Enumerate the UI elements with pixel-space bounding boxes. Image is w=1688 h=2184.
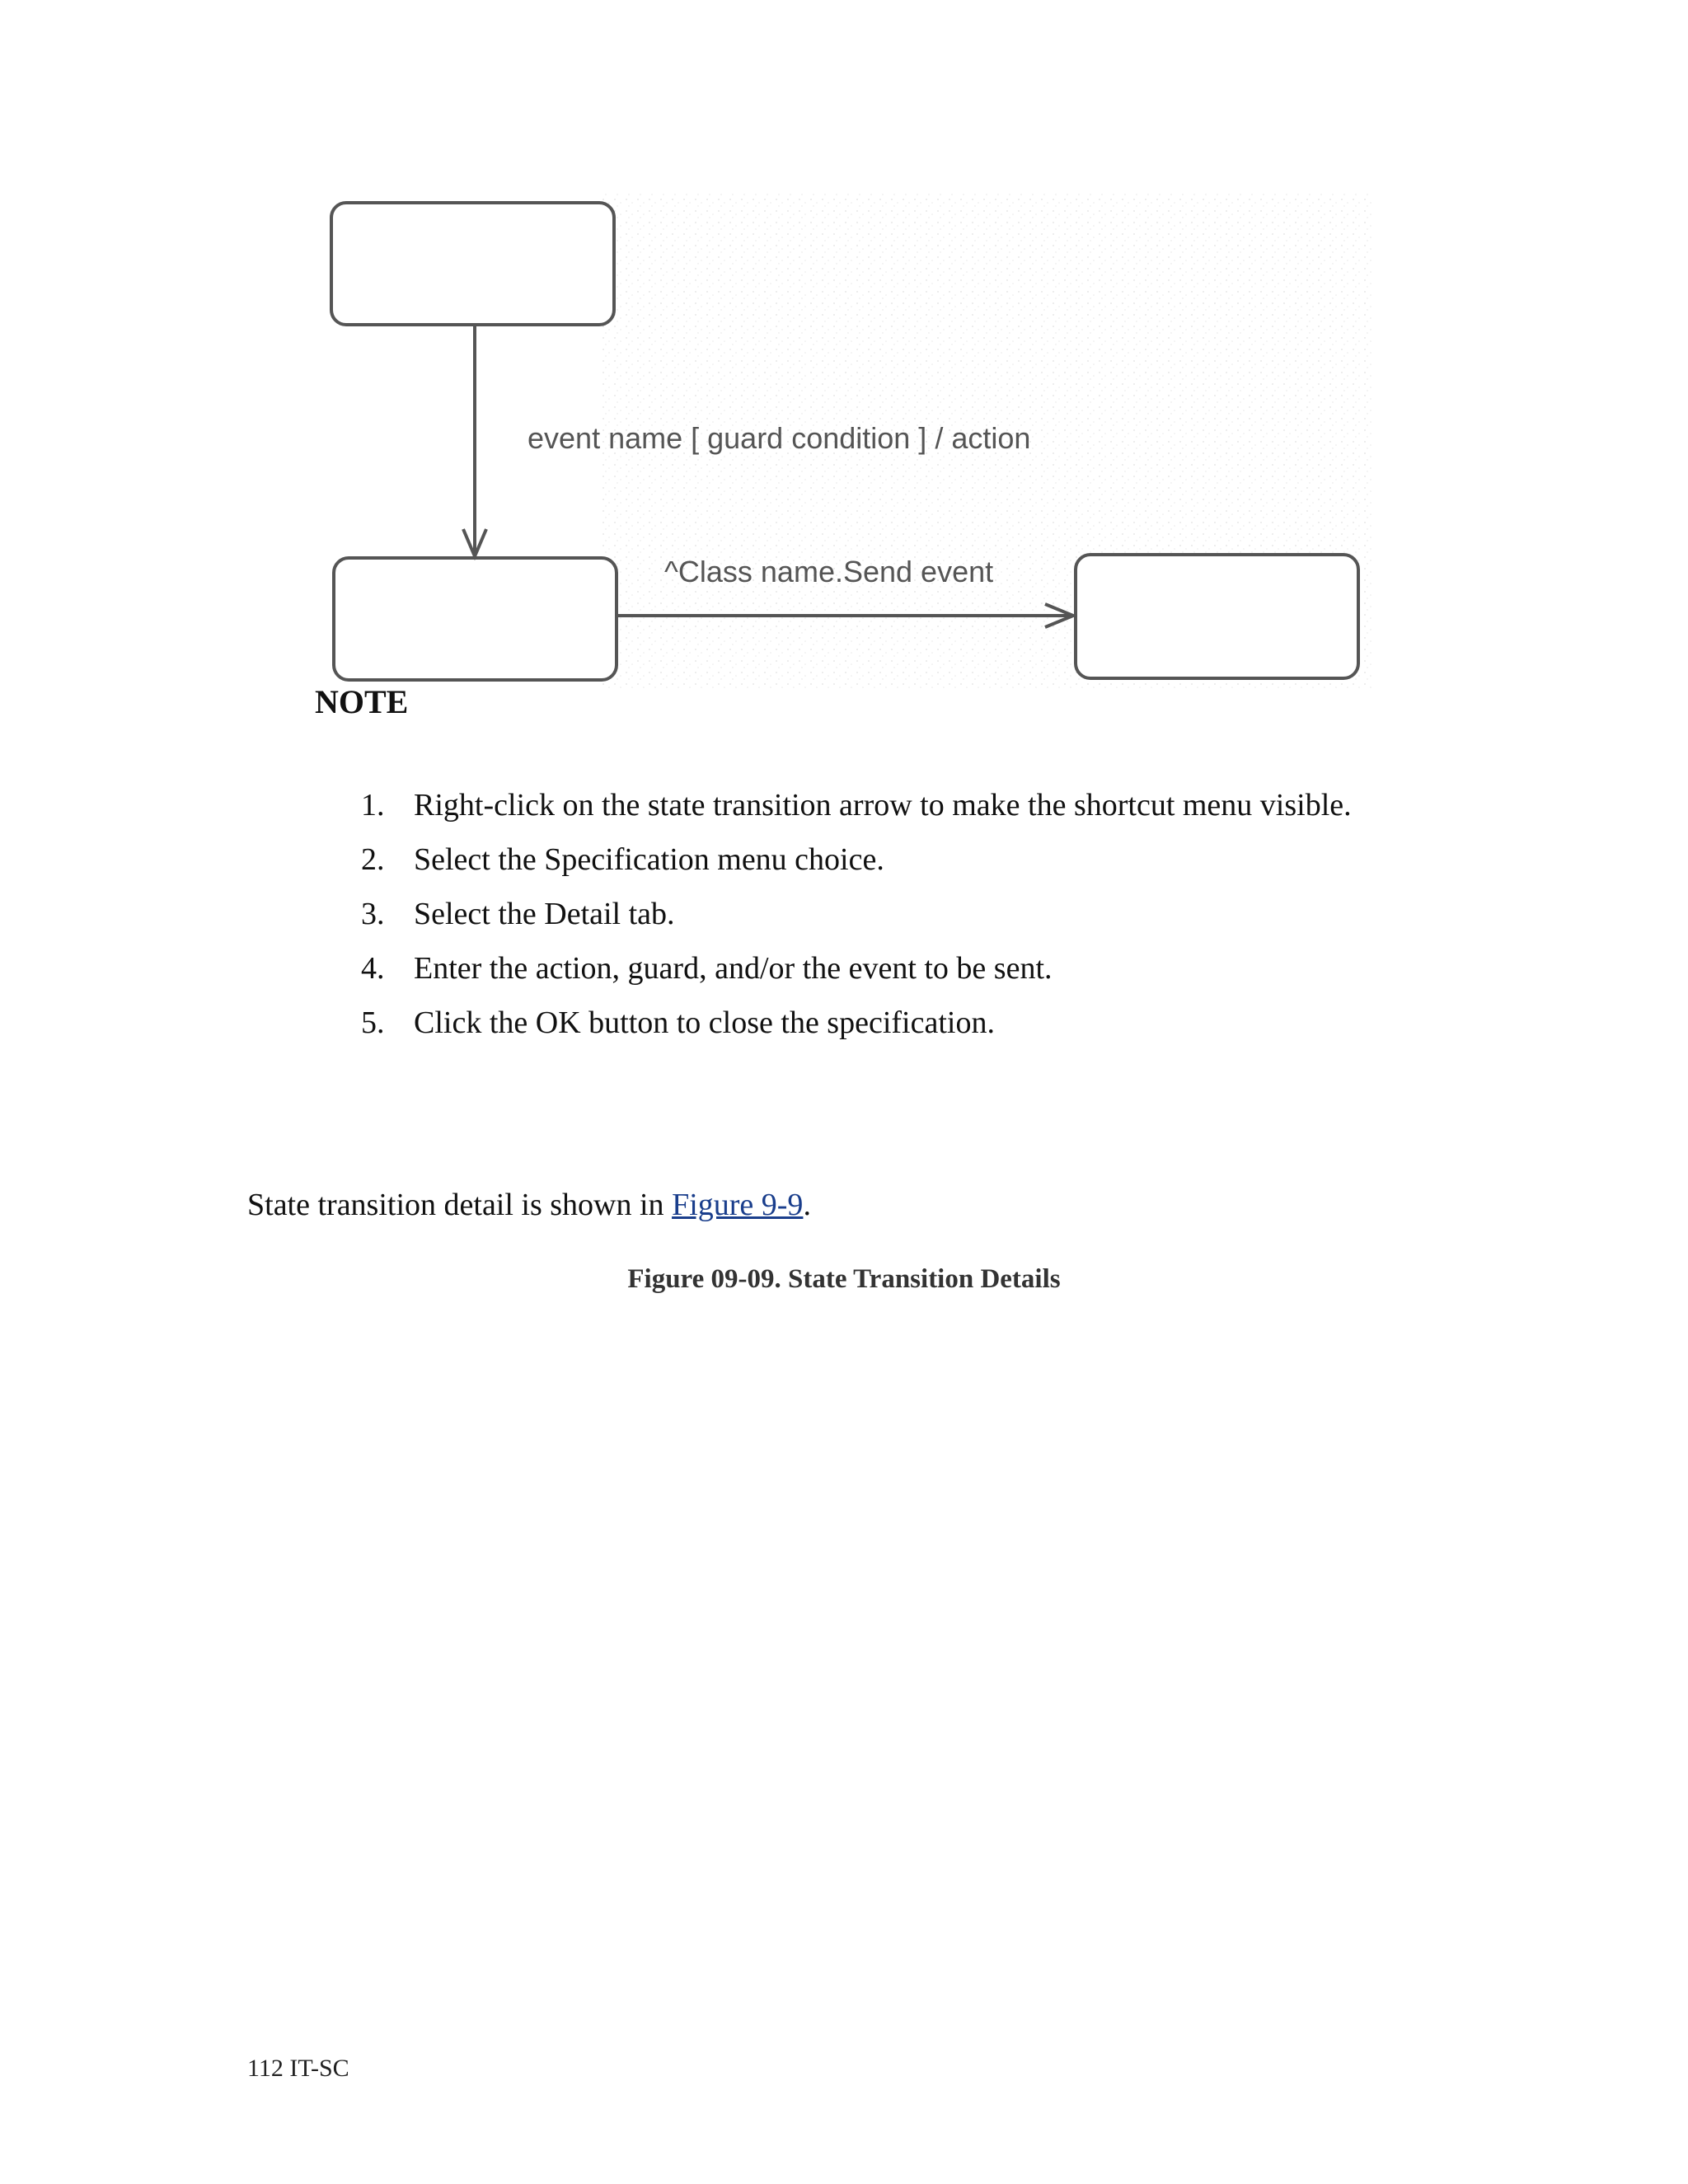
state-box-target (334, 558, 617, 680)
list-item (361, 950, 1375, 987)
step-text: Select the Detail tab. (414, 897, 675, 931)
figure-caption: Figure 09-09. State Transition Details (627, 1264, 1061, 1294)
intro-prefix: State transition detail is shown in (247, 1188, 673, 1222)
step-text: Enter the action, guard, and/or the event to be sent. (414, 951, 1053, 986)
transition-label: event name [ guard condition ] / action (528, 421, 1031, 455)
step-number: 5. (361, 1005, 385, 1040)
list-item (361, 787, 1375, 824)
note-heading: NOTE (315, 683, 409, 720)
state-box-source (331, 203, 614, 325)
intro-paragraph (247, 1187, 811, 1224)
list-item (361, 896, 1375, 933)
send-event-label: ^Class name.Send event (664, 555, 994, 588)
step-number: 4. (361, 951, 385, 986)
intro-suffix: . (803, 1188, 811, 1222)
state-diagram (313, 185, 1372, 692)
step-text: Click the OK button to close the specification. (414, 1005, 995, 1040)
page-footer: 112 IT-SC (247, 2055, 349, 2082)
step-text: Right-click on the state transition arrow to make the shortcut menu visible. (414, 788, 1352, 823)
step-number: 2. (361, 842, 385, 877)
figure-link[interactable]: Figure 9-9 (672, 1188, 804, 1222)
state-box-receiver (1076, 555, 1358, 678)
list-item (361, 1005, 1375, 1042)
step-number: 1. (361, 788, 385, 823)
list-item (361, 841, 1375, 879)
step-number: 3. (361, 897, 385, 931)
note-steps (361, 787, 1375, 1059)
step-text: Select the Specification menu choice. (414, 842, 884, 877)
